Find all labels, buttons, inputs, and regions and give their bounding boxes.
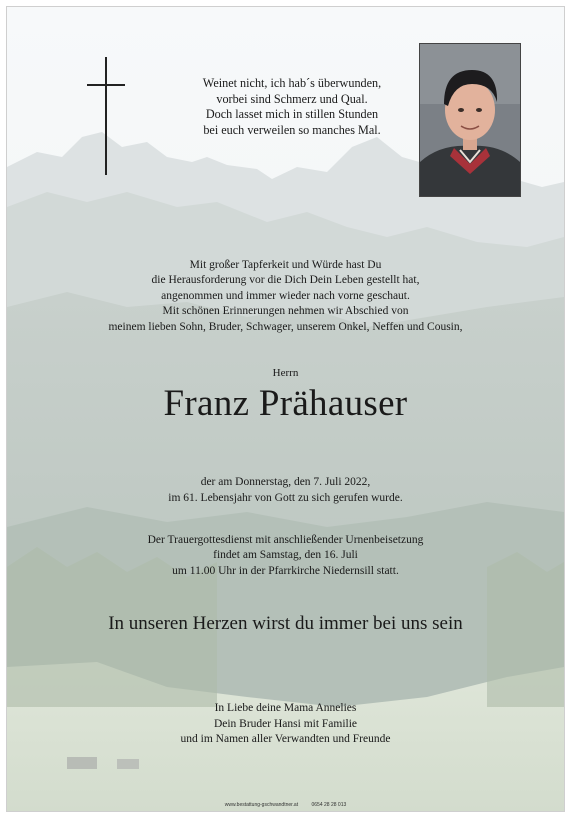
deceased-name: Franz Prähauser xyxy=(163,383,408,424)
salutation: Herrn xyxy=(272,367,299,379)
family-line: Dein Bruder Hansi mit Familie xyxy=(213,717,358,730)
intro-text xyxy=(67,258,504,335)
poem xyxy=(157,76,427,138)
obituary-card xyxy=(6,6,565,812)
motto: In unseren Herzen wirst du immer bei uns sein xyxy=(108,613,463,634)
poem-line: bei euch verweilen so manches Mal. xyxy=(203,122,381,137)
portrait-photo xyxy=(419,43,521,197)
death-notice xyxy=(7,474,564,506)
intro-line: Mit schönen Erinnerungen nehmen wir Abschied von xyxy=(162,305,409,318)
poem-line: vorbei sind Schmerz und Qual. xyxy=(216,91,368,106)
funeral-line: um 11.00 Uhr in der Pfarrkirche Niedernsill statt. xyxy=(172,564,399,577)
death-notice-line: im 61. Lebensjahr von Gott zu sich gerufen wurde. xyxy=(168,492,403,504)
death-notice-line: der am Donnerstag, den 7. Juli 2022, xyxy=(200,476,371,488)
funeral-line: Der Trauergottesdienst mit anschließender Urnenbeisetzung xyxy=(147,534,424,546)
footer-website[interactable]: www.bestattung-gschwandtner.at xyxy=(224,802,299,808)
cross-icon xyxy=(87,57,125,175)
family-signature xyxy=(7,701,564,748)
poem-line: Weinet nicht, ich hab´s überwunden, xyxy=(202,76,382,90)
intro-line: die Herausforderung vor die Dich Dein Leben gestellt hat, xyxy=(151,274,420,287)
family-line: und im Namen aller Verwandten und Freunde xyxy=(180,733,391,746)
footer-phone: 0654 28 28 013 xyxy=(311,802,347,808)
funeral-info xyxy=(7,533,564,579)
footer xyxy=(7,802,564,808)
funeral-line: findet am Samstag, den 16. Juli xyxy=(213,549,358,562)
intro-line: angenommen und immer wieder nach vorne geschaut. xyxy=(161,289,410,302)
intro-line: meinem lieben Sohn, Bruder, Schwager, unserem Onkel, Neffen und Cousin, xyxy=(108,320,463,333)
poem-line: Doch lasset mich in stillen Stunden xyxy=(205,107,379,122)
family-line: In Liebe deine Mama Annelies xyxy=(214,702,357,714)
intro-line: Mit großer Tapferkeit und Würde hast Du xyxy=(189,259,382,271)
